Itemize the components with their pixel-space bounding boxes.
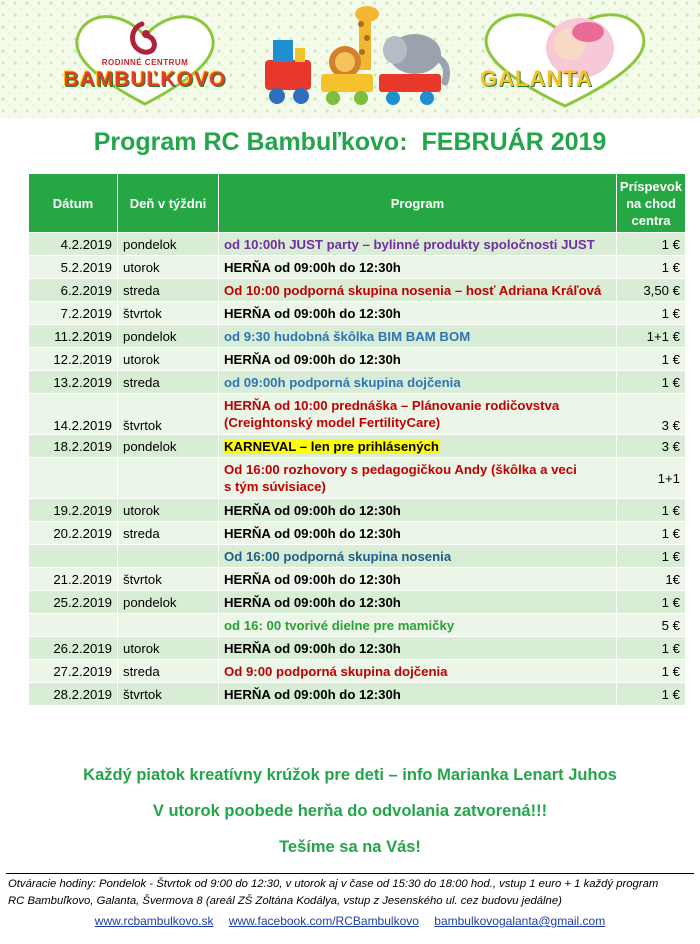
row-fee: 1€ xyxy=(617,568,686,591)
opening-hours: Otváracie hodiny: Pondelok - Štvrtok od 9:00 do 12:30, v utorok aj v čase od 15:30 do 18:00 hod., vstup 1 euro + 1 každý program xyxy=(8,878,659,890)
table-header-row xyxy=(29,174,686,233)
row-date xyxy=(29,458,118,499)
header-program: Program xyxy=(219,174,617,233)
row-program xyxy=(219,435,617,458)
header-day: Deň v týždni xyxy=(118,174,219,233)
row-fee: 1 € xyxy=(617,348,686,371)
table-row xyxy=(29,683,686,706)
table-row xyxy=(29,256,686,279)
row-date: 13.2.2019 xyxy=(29,371,118,394)
header-fee xyxy=(617,174,686,233)
page-title xyxy=(0,128,700,157)
row-fee: 1 € xyxy=(617,256,686,279)
row-date: 25.2.2019 xyxy=(29,591,118,614)
footer-links xyxy=(0,914,700,928)
row-day xyxy=(118,545,219,568)
row-fee: 1 € xyxy=(617,637,686,660)
row-fee: 3 € xyxy=(617,435,686,458)
table-row xyxy=(29,660,686,683)
table-row xyxy=(29,348,686,371)
row-fee: 1 € xyxy=(617,302,686,325)
facebook-link[interactable]: www.facebook.com/RCBambulkovo xyxy=(228,914,419,928)
row-date: 21.2.2019 xyxy=(29,568,118,591)
row-program: Od 16:00 podporná skupina nosenia xyxy=(219,545,617,568)
note-greeting: Tešíme sa na Vás! xyxy=(279,838,421,856)
table-row xyxy=(29,394,686,435)
row-date: 12.2.2019 xyxy=(29,348,118,371)
row-program: od 10:00h JUST party – bylinné produkty spoločnosti JUST xyxy=(219,233,617,256)
logo-name: BAMBUĽKOVO xyxy=(63,68,227,91)
toy-train-illustration xyxy=(255,4,455,112)
row-date xyxy=(29,545,118,568)
lion-icon xyxy=(329,46,361,78)
row-day: pondelok xyxy=(118,233,219,256)
table-row xyxy=(29,435,686,458)
row-day: pondelok xyxy=(118,435,219,458)
row-fee: 1 € xyxy=(617,371,686,394)
table-row xyxy=(29,591,686,614)
row-program: HERŇA od 09:00h do 12:30h xyxy=(219,302,617,325)
row-date: 28.2.2019 xyxy=(29,683,118,706)
row-date: 18.2.2019 xyxy=(29,435,118,458)
row-day: utorok xyxy=(118,348,219,371)
row-fee: 1 € xyxy=(617,660,686,683)
row-program: HERŇA od 09:00h do 12:30h xyxy=(219,256,617,279)
row-day: pondelok xyxy=(118,591,219,614)
note-friday: Každý piatok kreatívny krúžok pre deti – info Marianka Lenart Juhos xyxy=(83,766,617,784)
program-table xyxy=(28,173,686,706)
galanta-wordmark: GALANTA xyxy=(480,66,593,91)
row-program-line: (Creightonský model FertilityCare) xyxy=(224,415,441,430)
row-date: 7.2.2019 xyxy=(29,302,118,325)
table-row xyxy=(29,568,686,591)
email-link[interactable]: bambulkovogalanta@gmail.com xyxy=(434,914,606,928)
row-date: 27.2.2019 xyxy=(29,660,118,683)
row-date: 26.2.2019 xyxy=(29,637,118,660)
row-fee: 3,50 € xyxy=(617,279,686,302)
row-fee: 1 € xyxy=(617,591,686,614)
row-date: 5.2.2019 xyxy=(29,256,118,279)
row-program-line: s tým súvisiace) xyxy=(224,479,326,494)
row-day: streda xyxy=(118,660,219,683)
row-fee: 1+1 € xyxy=(617,325,686,348)
row-program: od 09:00h podporná skupina dojčenia xyxy=(219,371,617,394)
row-date xyxy=(29,614,118,637)
row-fee: 5 € xyxy=(617,614,686,637)
row-fee: 1 € xyxy=(617,683,686,706)
note-tuesday-closed: V utorok poobede herňa do odvolania zatvorená!!! xyxy=(152,802,548,820)
website-link[interactable]: www.rcbambulkovo.sk xyxy=(94,914,214,928)
table-row xyxy=(29,545,686,568)
row-day: streda xyxy=(118,522,219,545)
row-date: 19.2.2019 xyxy=(29,499,118,522)
row-fee: 1 € xyxy=(617,499,686,522)
row-day: štvrtok xyxy=(118,302,219,325)
title-main: Program RC Bambuľkovo: xyxy=(93,128,408,156)
row-fee: 3 € xyxy=(617,394,686,435)
row-program: HERŇA od 09:00h do 12:30h xyxy=(219,499,617,522)
table-row xyxy=(29,233,686,256)
toy-train-icon xyxy=(255,4,455,112)
row-date: 6.2.2019 xyxy=(29,279,118,302)
row-day: streda xyxy=(118,371,219,394)
header-banner xyxy=(0,0,700,118)
row-program: HERŇA od 09:00h do 12:30h xyxy=(219,348,617,371)
footer-divider xyxy=(6,873,694,874)
table-row xyxy=(29,371,686,394)
row-fee: 1 € xyxy=(617,233,686,256)
table-row xyxy=(29,325,686,348)
row-fee: 1+1 xyxy=(617,458,686,499)
row-program: od 16: 00 tvorivé dielne pre mamičky xyxy=(219,614,617,637)
row-day xyxy=(118,458,219,499)
header-fee-line: Príspevok xyxy=(619,178,683,194)
row-program-line: Od 16:00 rozhovory s pedagogičkou Andy (škôlka a veci xyxy=(224,462,577,477)
row-program: HERŇA od 09:00h do 12:30h xyxy=(219,683,617,706)
row-program: HERŇA od 09:00h do 12:30h xyxy=(219,637,617,660)
galanta-logo xyxy=(470,8,660,108)
logo-subtitle: RODINNÉ CENTRUM xyxy=(101,58,189,67)
address: RC Bambuľkovo, Galanta, Švermova 8 (areál ZŠ Zoltána Kodálya, vstup z Jesenského ul. cez budovu jedálne) xyxy=(8,895,562,907)
row-day: štvrtok xyxy=(118,568,219,591)
table-row xyxy=(29,637,686,660)
table-row xyxy=(29,458,686,499)
table-row xyxy=(29,522,686,545)
row-day: utorok xyxy=(118,499,219,522)
row-program: HERŇA od 09:00h do 12:30h xyxy=(219,568,617,591)
row-program: Od 9:00 podporná skupina dojčenia xyxy=(219,660,617,683)
table-row xyxy=(29,614,686,637)
row-day: pondelok xyxy=(118,325,219,348)
row-program-line: HERŇA od 10:00 prednáška – Plánovanie rodičovstva xyxy=(224,398,560,413)
row-program: HERŇA od 09:00h do 12:30h xyxy=(219,591,617,614)
heart-frame-icon xyxy=(470,8,660,108)
rc-bambulkovo-logo xyxy=(60,8,230,108)
row-day: štvrtok xyxy=(118,394,219,435)
row-program: HERŇA od 09:00h do 12:30h xyxy=(219,522,617,545)
row-program: Od 10:00 podporná skupina nosenia – hosť Adriana Kráľová xyxy=(219,279,617,302)
header-date: Dátum xyxy=(29,174,118,233)
row-fee: 1 € xyxy=(617,545,686,568)
highlighted-text: KARNEVAL – len pre prihlásených xyxy=(224,438,439,454)
table-row xyxy=(29,279,686,302)
title-month: FEBRUÁR 2019 xyxy=(421,128,607,156)
row-date: 4.2.2019 xyxy=(29,233,118,256)
row-day: štvrtok xyxy=(118,683,219,706)
row-date: 11.2.2019 xyxy=(29,325,118,348)
table-row xyxy=(29,302,686,325)
row-program xyxy=(219,458,617,499)
row-program: od 9:30 hudobná škôlka BIM BAM BOM xyxy=(219,325,617,348)
row-fee: 1 € xyxy=(617,522,686,545)
table-row xyxy=(29,499,686,522)
row-day xyxy=(118,614,219,637)
header-fee-line: na chod xyxy=(626,195,676,211)
row-date: 20.2.2019 xyxy=(29,522,118,545)
row-date: 14.2.2019 xyxy=(29,394,118,435)
row-day: utorok xyxy=(118,637,219,660)
row-day: streda xyxy=(118,279,219,302)
header-fee-line: centra xyxy=(631,212,671,228)
row-day: utorok xyxy=(118,256,219,279)
row-program xyxy=(219,394,617,435)
